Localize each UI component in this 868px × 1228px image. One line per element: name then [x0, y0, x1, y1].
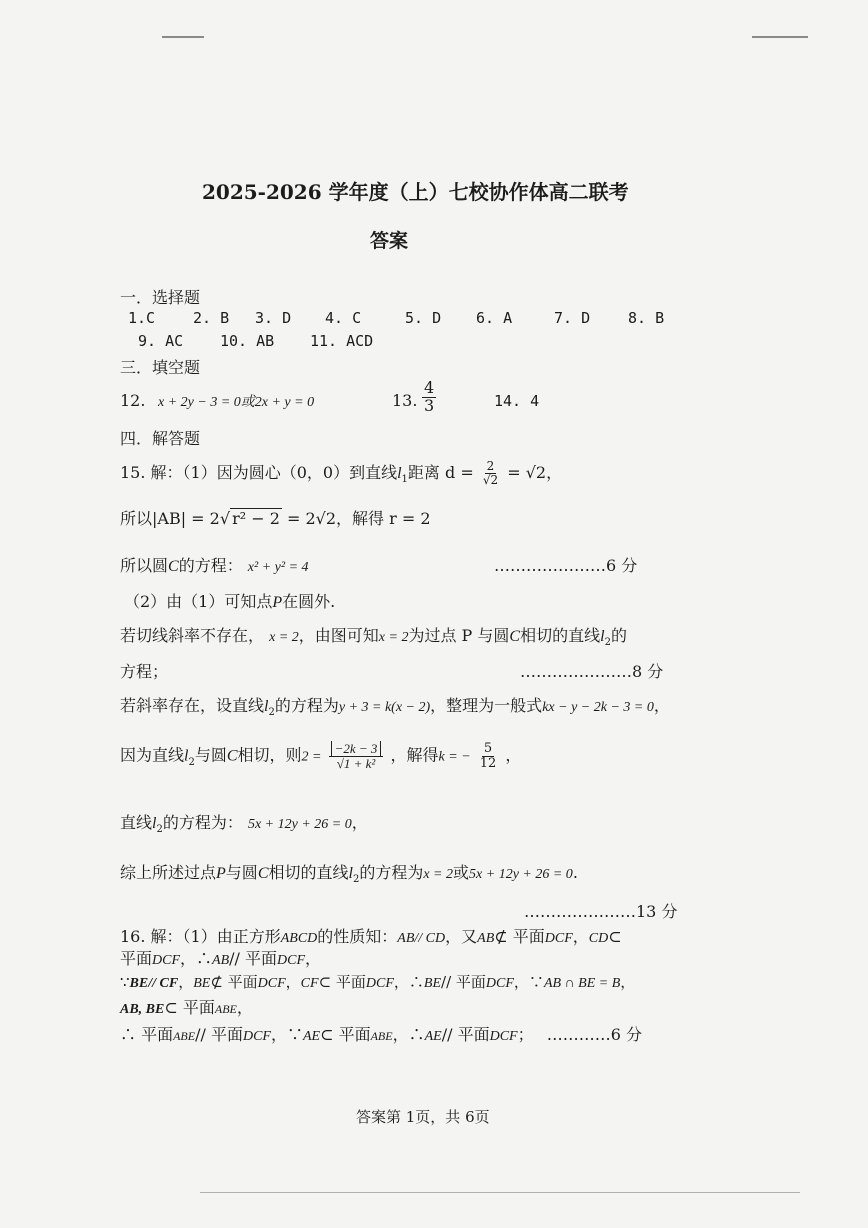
equation: k = − — [438, 749, 471, 765]
q15-text: 的 — [610, 626, 627, 645]
q16-text: ， — [236, 998, 253, 1017]
q13-numerator: 4 — [424, 378, 435, 397]
slope-numerator: 5 — [483, 741, 493, 756]
q16-text: ⊂ 平面 — [320, 1025, 371, 1044]
q15-line-7 — [120, 693, 670, 718]
q16-text: ∵ — [120, 973, 130, 991]
line-l-symbol: l — [348, 865, 353, 882]
q16-text: ，∵ — [270, 1025, 303, 1044]
q15-text: = √2， — [507, 463, 563, 482]
q15-text: 直线 — [120, 813, 153, 832]
q16-text: 的性质知： — [317, 927, 398, 946]
q15-text: 若切线斜率不存在， — [120, 626, 265, 645]
point-p: P — [216, 865, 226, 882]
q15-line-10 — [120, 860, 578, 885]
q16-text: // 平面 — [441, 1025, 490, 1044]
line-subscript: 2 — [188, 756, 195, 768]
equation: 5x + 12y + 26 = 0 — [469, 867, 573, 882]
plane-dcf: DCF — [152, 953, 181, 968]
q16-text: ， — [305, 949, 322, 968]
line-subscript: 2 — [156, 824, 163, 836]
q16-text: ， — [620, 973, 636, 991]
q16-text: // 平面 — [195, 1025, 243, 1044]
line-subscript: 1 — [401, 474, 408, 486]
distance-denominator: √1 + k² — [336, 755, 376, 771]
equation: kx − y − 2k − 3 = 0 — [542, 700, 654, 715]
score-6: …………………6 分 — [494, 556, 638, 575]
line-l-symbol: l — [397, 465, 402, 482]
q16-text: ⊂ — [608, 927, 622, 946]
line-l-symbol: l — [264, 698, 269, 715]
q15-line-9 — [120, 810, 368, 835]
q13-fraction — [420, 380, 438, 415]
q15-text: ， — [653, 696, 670, 715]
q15-text: 相切的直线 — [520, 626, 601, 645]
line-l-symbol: l — [152, 815, 157, 832]
q15-text: 所以圆 — [120, 556, 169, 575]
segment-be: BE — [193, 976, 211, 991]
choice-answer: 6. A — [476, 309, 513, 327]
q15-text: . — [572, 863, 578, 882]
q15-text: ，由图可知 — [298, 626, 379, 645]
choice-answer: 1.C — [128, 309, 156, 327]
q15-text: ， — [351, 813, 368, 832]
plane-dcf: DCF — [257, 976, 286, 991]
q16-text: // 平面 — [229, 949, 278, 968]
choice-answer: 7. D — [554, 309, 591, 327]
equation: y + 3 = k(x − 2) — [338, 700, 431, 715]
scan-mark-top-right — [752, 36, 808, 38]
q16-text: ， — [285, 973, 301, 991]
q16-text: // 平面 — [441, 973, 486, 991]
q16-line-2 — [120, 946, 321, 969]
plane-dcf: DCF — [485, 976, 514, 991]
q15-line-6: 方程； — [120, 662, 169, 681]
q15-text: 相切的直线 — [268, 863, 349, 882]
line-subscript: 2 — [352, 874, 360, 886]
q15-text: 15. 解：（1）因为圆心（0，0）到直线 — [120, 463, 398, 482]
segment-ab: AB — [212, 953, 230, 968]
q15-text: 的方程为 — [359, 863, 424, 882]
plane-dcf: DCF — [277, 953, 306, 968]
page-title: 2025-2026 学年度（上）七校协作体高二联考 — [202, 180, 629, 204]
distance-numerator: −2k − 3 — [331, 741, 382, 756]
choice-answer: 4. C — [325, 309, 362, 327]
parallel-statement: BE// CF — [129, 976, 179, 991]
segments-ab-be: AB, BE — [120, 1002, 165, 1017]
score-8: …………………8 分 — [520, 662, 664, 681]
q15-text: 综上所述过点 — [120, 863, 217, 882]
q15-text: 或 — [453, 863, 470, 882]
choice-answer: 8. B — [628, 309, 665, 327]
q16-line-4 — [120, 995, 253, 1018]
choice-answer: 5. D — [405, 309, 442, 327]
line-l-symbol: l — [600, 628, 605, 645]
segment-be: BE — [423, 976, 442, 991]
line-l-symbol: l — [184, 747, 189, 765]
distance-denominator: √2 — [482, 473, 499, 487]
distance-numerator: 2 — [486, 459, 495, 474]
q16-text: ⊄ 平面 — [210, 973, 258, 991]
q16-text: ， — [572, 927, 589, 946]
score-13: …………………13 分 — [524, 902, 678, 921]
choice-answer: 11. ACD — [310, 332, 374, 350]
q12-answer: x + 2y − 3 = 0或2x + y = 0 — [158, 395, 315, 410]
tangent-equation: 5x + 12y + 26 = 0 — [247, 817, 352, 832]
q16-text: ∴ 平面 — [120, 1025, 174, 1044]
q15-line-5 — [120, 623, 627, 648]
chord-sqrt: r² − 2 — [232, 509, 280, 528]
section-heading-choice: 一．选择题 — [120, 288, 201, 307]
segment-ab: AB — [477, 931, 495, 946]
plane-dcf: DCF — [544, 931, 573, 946]
choice-answer: 2. B — [193, 309, 230, 327]
q13-label: 13. — [392, 391, 418, 410]
section-heading-fill: 三．填空题 — [120, 358, 201, 377]
page-footer: 答案第 1页，共 6页 — [356, 1108, 490, 1126]
q14-answer: 14. 4 — [494, 392, 540, 410]
equation: x = 2 — [269, 630, 299, 645]
q15-line-4 — [124, 589, 335, 612]
choice-answer: 9. AC — [138, 332, 184, 350]
square-abcd: ABCD — [280, 931, 318, 946]
q15-line-2: 所以|AB| = 2√ r² − 2 = 2√2，解得 r = 2 — [120, 509, 431, 528]
choice-answer: 3. D — [255, 309, 292, 327]
segment-ae: AE — [302, 1029, 321, 1044]
point-p: P — [272, 594, 283, 611]
q15-text: 因为直线 — [120, 745, 185, 765]
q15-text: ， — [505, 745, 522, 765]
q15-text: 的方程为 — [274, 696, 339, 715]
plane-dcf: DCF — [365, 976, 394, 991]
q16-text: ，∴ — [180, 949, 213, 968]
q15-line-1 — [120, 460, 562, 487]
q16-text: ，∴ — [392, 1025, 425, 1044]
q16-text: ； — [517, 1025, 534, 1044]
plane-abe: ABE — [214, 1002, 237, 1016]
q15-text: 与圆 — [194, 745, 227, 765]
q15-text: 的方程为： — [162, 813, 243, 832]
equation: x = 2 — [423, 867, 454, 882]
q15-text: 在圆外. — [282, 592, 336, 611]
q15-text: 相切，则 — [237, 745, 302, 765]
q15-text: 若斜率存在，设直线 — [120, 696, 265, 715]
q16-text: ⊂ 平面 — [164, 998, 215, 1017]
score-6-q16: …………6 分 — [546, 1025, 642, 1044]
q15-text: ，整理为一般式 — [430, 696, 543, 715]
q13-denominator: 3 — [424, 395, 435, 415]
q15-text: 为过点 P 与圆 — [408, 626, 510, 645]
intersection-statement: AB ∩ BE = B — [543, 976, 621, 991]
equation: x = 2 — [378, 630, 409, 645]
q16-line-3 — [120, 971, 635, 992]
choice-answer: 10. AB — [220, 332, 275, 350]
scan-mark-top-left — [162, 36, 204, 38]
scan-mark-bottom — [200, 1192, 800, 1193]
q16-text: 平面 — [120, 949, 153, 968]
plane-abe: ABE — [173, 1029, 196, 1043]
circle-c: C — [257, 865, 269, 882]
plane-dcf: DCF — [242, 1029, 271, 1044]
q15-text: 所以|AB| = 2 — [120, 509, 220, 528]
q15-text: 的方程： — [178, 556, 243, 575]
line-subscript: 2 — [604, 637, 611, 649]
q16-line-5 — [120, 1022, 642, 1045]
q16-text: ， — [178, 973, 194, 991]
q15-text: ，解得 — [390, 745, 439, 765]
slope-denominator: 12 — [479, 755, 497, 771]
circle-c: C — [168, 558, 179, 575]
q15-text: 距离 d = — [407, 463, 474, 482]
circle-c: C — [509, 628, 521, 645]
q15-line-3 — [120, 553, 309, 576]
segment-ae: AE — [424, 1029, 442, 1044]
section-heading-solve: 四．解答题 — [120, 429, 201, 448]
q15-text: （2）由（1）可知点 — [124, 592, 273, 611]
plane-dcf: DCF — [489, 1029, 518, 1044]
q16-text: ，又 — [445, 927, 478, 946]
segment-cd: CD — [588, 931, 609, 946]
circle-c: C — [226, 747, 238, 765]
segment-cf: CF — [300, 976, 319, 991]
q16-text: 16. 解：（1）由正方形 — [120, 927, 281, 946]
q16-text: ⊂ 平面 — [318, 973, 366, 991]
line-subscript: 2 — [268, 707, 275, 719]
circle-equation: x² + y² = 4 — [247, 560, 309, 575]
q15-line-8 — [120, 742, 521, 770]
page-subtitle: 答案 — [370, 230, 409, 252]
q16-line-1 — [120, 924, 622, 947]
q16-text: ，∴ — [393, 973, 424, 991]
q16-text: ，∵ — [513, 973, 544, 991]
parallel-statement: AB// CD — [397, 931, 446, 946]
q16-text: ⊄ 平面 — [494, 927, 545, 946]
q12-label: 12. — [120, 391, 146, 410]
equation: 2 = — [301, 749, 322, 765]
q15-text: 与圆 — [225, 863, 258, 882]
plane-abe: ABE — [370, 1029, 393, 1043]
q15-text: = 2√2，解得 r = 2 — [286, 509, 431, 528]
